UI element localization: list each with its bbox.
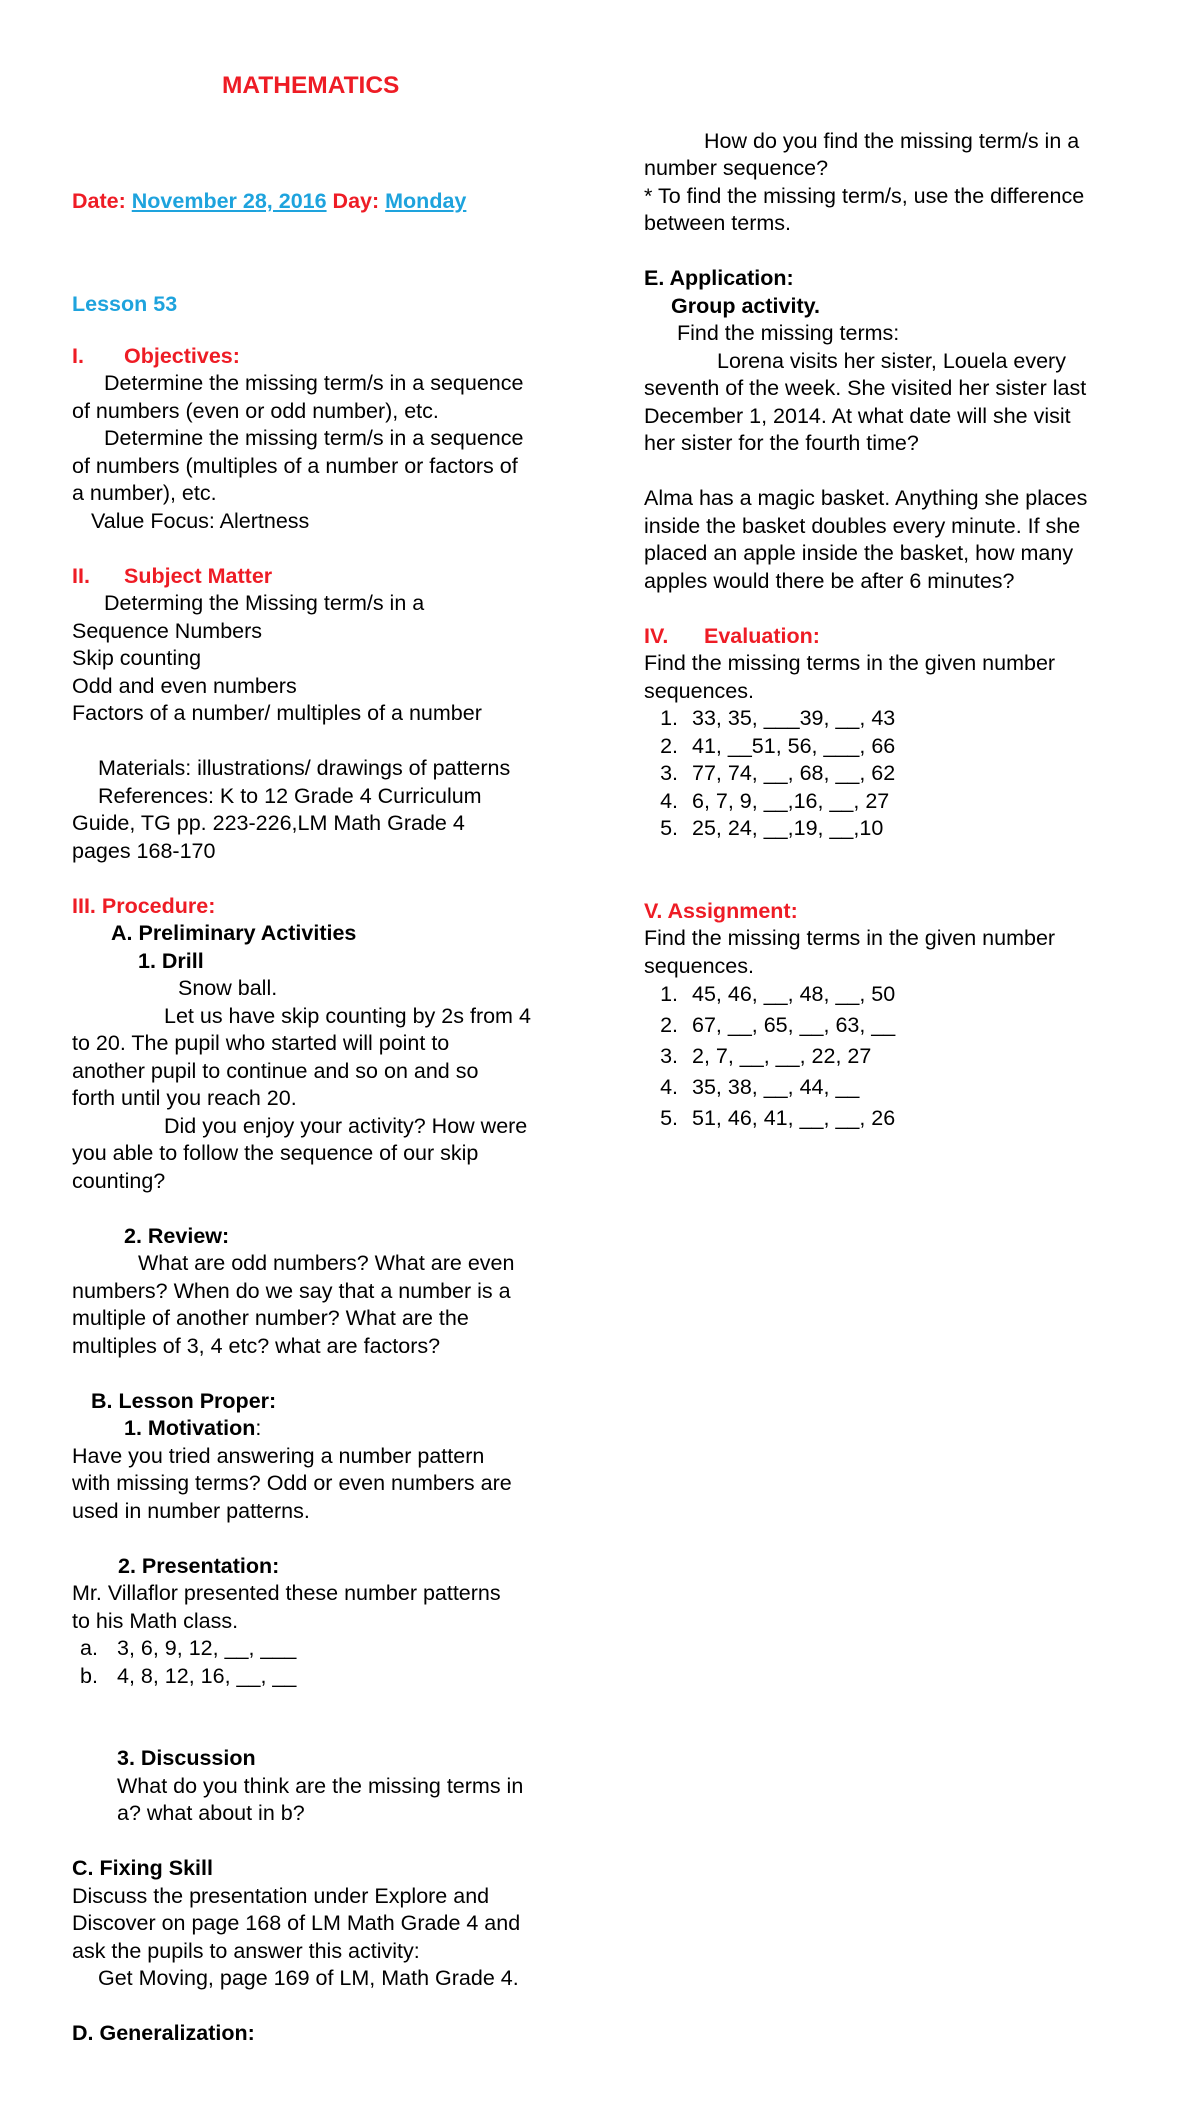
evaluation-item — [644, 788, 889, 815]
presentation-line: Mr. Villaflor presented these number patterns — [72, 1581, 501, 1605]
item-text: 41, __51, 56, ___, 66 — [692, 734, 896, 758]
review-line: multiple of another number? What are the — [72, 1306, 469, 1330]
presentation-line: to his Math class. — [72, 1609, 239, 1633]
motivation-colon: : — [255, 1416, 262, 1440]
subject-matter-line: Factors of a number/ multiples of a number — [72, 701, 482, 725]
item-number: 3. — [660, 1044, 678, 1068]
references-line: pages 168-170 — [72, 839, 216, 863]
motivation-label: 1. Motivation — [124, 1416, 256, 1440]
fixing-skill-heading: C. Fixing Skill — [72, 1856, 213, 1880]
objectives-line: of numbers (multiples of a number or factors of — [72, 454, 518, 478]
objectives-line: of numbers (even or odd number), etc. — [72, 399, 439, 423]
item-text: 35, 38, __, 44, __ — [692, 1075, 860, 1099]
item-text: 77, 74, __, 68, __, 62 — [692, 761, 896, 785]
lesson-number: Lesson 53 — [72, 292, 178, 316]
motivation-line: with missing terms? Odd or even numbers are — [72, 1471, 512, 1495]
subject-matter-line: Odd and even numbers — [72, 674, 297, 698]
evaluation-line: sequences. — [644, 679, 754, 703]
item-text: 33, 35, ___39, __, 43 — [692, 706, 896, 730]
value-focus: Value Focus: Alertness — [91, 509, 310, 533]
subject-matter-number: II. — [72, 564, 90, 588]
subject-matter-heading: Subject Matter — [124, 564, 273, 588]
motivation-heading — [124, 1415, 261, 1442]
references-line: References: K to 12 Grade 4 Curriculum — [98, 784, 482, 808]
assignment-item — [644, 981, 895, 1008]
drill-line: another pupil to continue and so on and so — [72, 1059, 479, 1083]
date-value-link[interactable]: November 28, 2016 — [131, 189, 327, 213]
application-line: placed an apple inside the basket, how many — [644, 541, 1074, 565]
item-number: 1. — [660, 982, 678, 1006]
lesson-proper-heading: B. Lesson Proper: — [91, 1389, 277, 1413]
review-line: multiples of 3, 4 etc? what are factors? — [72, 1334, 441, 1358]
pattern-label: a. — [80, 1636, 98, 1660]
application-line: her sister for the fourth time? — [644, 431, 919, 455]
generalization-heading: D. Generalization: — [72, 2021, 255, 2045]
pattern-text: 3, 6, 9, 12, __, ___ — [117, 1636, 297, 1660]
evaluation-line: Find the missing terms in the given number — [644, 651, 1056, 675]
date-label: Date: — [72, 189, 126, 213]
drill-line: counting? — [72, 1169, 166, 1193]
item-text: 45, 46, __, 48, __, 50 — [692, 982, 896, 1006]
item-number: 1. — [660, 706, 678, 730]
evaluation-item — [644, 705, 895, 732]
evaluation-heading: Evaluation: — [704, 624, 820, 648]
references-line: Guide, TG pp. 223-226,LM Math Grade 4 — [72, 811, 465, 835]
fixing-skill-line: ask the pupils to answer this activity: — [72, 1939, 420, 1963]
item-text: 2, 7, __, __, 22, 27 — [692, 1044, 872, 1068]
assignment-line: Find the missing terms in the given number — [644, 926, 1056, 950]
motivation-line: Have you tried answering a number pattern — [72, 1444, 485, 1468]
drill-line: forth until you reach 20. — [72, 1086, 297, 1110]
objectives-line: Determine the missing term/s in a sequence — [104, 426, 524, 450]
item-number: 4. — [660, 789, 678, 813]
find-missing-terms-label: Find the missing terms: — [677, 321, 900, 345]
discussion-line: What do you think are the missing terms in — [117, 1774, 524, 1798]
generalization-line: number sequence? — [644, 156, 829, 180]
application-line: inside the basket doubles every minute. If she — [644, 514, 1081, 538]
assignment-item — [644, 1074, 859, 1101]
pattern-item — [80, 1663, 296, 1690]
discussion-heading: 3. Discussion — [117, 1746, 256, 1770]
objectives-line: a number), etc. — [72, 481, 217, 505]
item-number: 3. — [660, 761, 678, 785]
motivation-line: used in number patterns. — [72, 1499, 310, 1523]
preliminary-activities-heading: A. Preliminary Activities — [111, 921, 357, 945]
presentation-heading: 2. Presentation: — [118, 1554, 280, 1578]
item-number: 2. — [660, 734, 678, 758]
evaluation-item — [644, 760, 895, 787]
assignment-item — [644, 1043, 871, 1070]
fixing-skill-line: Discover on page 168 of LM Math Grade 4 and — [72, 1911, 521, 1935]
item-number: 5. — [660, 1106, 678, 1130]
item-text: 51, 46, 41, __, __, 26 — [692, 1106, 896, 1130]
application-line: seventh of the week. She visited her sister last — [644, 376, 1087, 400]
drill-heading: 1. Drill — [138, 949, 204, 973]
subject-matter-line: Sequence Numbers — [72, 619, 263, 643]
assignment-line: sequences. — [644, 954, 754, 978]
generalization-line: How do you find the missing term/s in a — [704, 129, 1080, 153]
subject-matter-line: Determing the Missing term/s in a — [104, 591, 425, 615]
item-number: 5. — [660, 816, 678, 840]
application-line: Alma has a magic basket. Anything she places — [644, 486, 1088, 510]
objectives-heading: Objectives: — [124, 344, 240, 368]
item-text: 6, 7, 9, __,16, __, 27 — [692, 789, 890, 813]
evaluation-item — [644, 733, 895, 760]
pattern-text: 4, 8, 12, 16, __, __ — [117, 1664, 297, 1688]
drill-line: Let us have skip counting by 2s from 4 — [164, 1004, 531, 1028]
review-heading: 2. Review: — [124, 1224, 230, 1248]
objectives-line: Determine the missing term/s in a sequence — [104, 371, 524, 395]
day-value-link[interactable]: Monday — [385, 189, 467, 213]
review-line: numbers? When do we say that a number is a — [72, 1279, 511, 1303]
assignment-heading: V. Assignment: — [644, 899, 798, 923]
subject-matter-line: Skip counting — [72, 646, 202, 670]
item-text: 67, __, 65, __, 63, __ — [692, 1013, 896, 1037]
page-title: MATHEMATICS — [222, 72, 400, 99]
procedure-heading: III. Procedure: — [72, 894, 216, 918]
drill-line: you able to follow the sequence of our skip — [72, 1141, 479, 1165]
evaluation-number: IV. — [644, 624, 669, 648]
application-line: December 1, 2014. At what date will she visit — [644, 404, 1071, 428]
date-line — [72, 188, 466, 215]
materials-line: Materials: illustrations/ drawings of patterns — [98, 756, 511, 780]
group-activity-heading: Group activity. — [671, 294, 820, 318]
assignment-item — [644, 1105, 895, 1132]
pattern-label: b. — [80, 1664, 98, 1688]
generalization-line: * To find the missing term/s, use the difference — [644, 184, 1085, 208]
drill-line: Did you enjoy your activity? How were — [164, 1114, 528, 1138]
pattern-item — [80, 1635, 296, 1662]
item-number: 4. — [660, 1075, 678, 1099]
fixing-skill-line: Get Moving, page 169 of LM, Math Grade 4. — [98, 1966, 519, 1990]
review-line: What are odd numbers? What are even — [138, 1251, 515, 1275]
item-number: 2. — [660, 1013, 678, 1037]
application-heading: E. Application: — [644, 266, 794, 290]
item-text: 25, 24, __,19, __,10 — [692, 816, 884, 840]
generalization-line: between terms. — [644, 211, 791, 235]
drill-line: to 20. The pupil who started will point to — [72, 1031, 450, 1055]
discussion-line: a? what about in b? — [117, 1801, 305, 1825]
application-line: apples would there be after 6 minutes? — [644, 569, 1015, 593]
objectives-number: I. — [72, 344, 84, 368]
day-label: Day: — [332, 189, 380, 213]
application-line: Lorena visits her sister, Louela every — [717, 349, 1066, 373]
evaluation-item — [644, 815, 883, 842]
fixing-skill-line: Discuss the presentation under Explore and — [72, 1884, 490, 1908]
assignment-item — [644, 1012, 895, 1039]
drill-line: Snow ball. — [178, 976, 278, 1000]
